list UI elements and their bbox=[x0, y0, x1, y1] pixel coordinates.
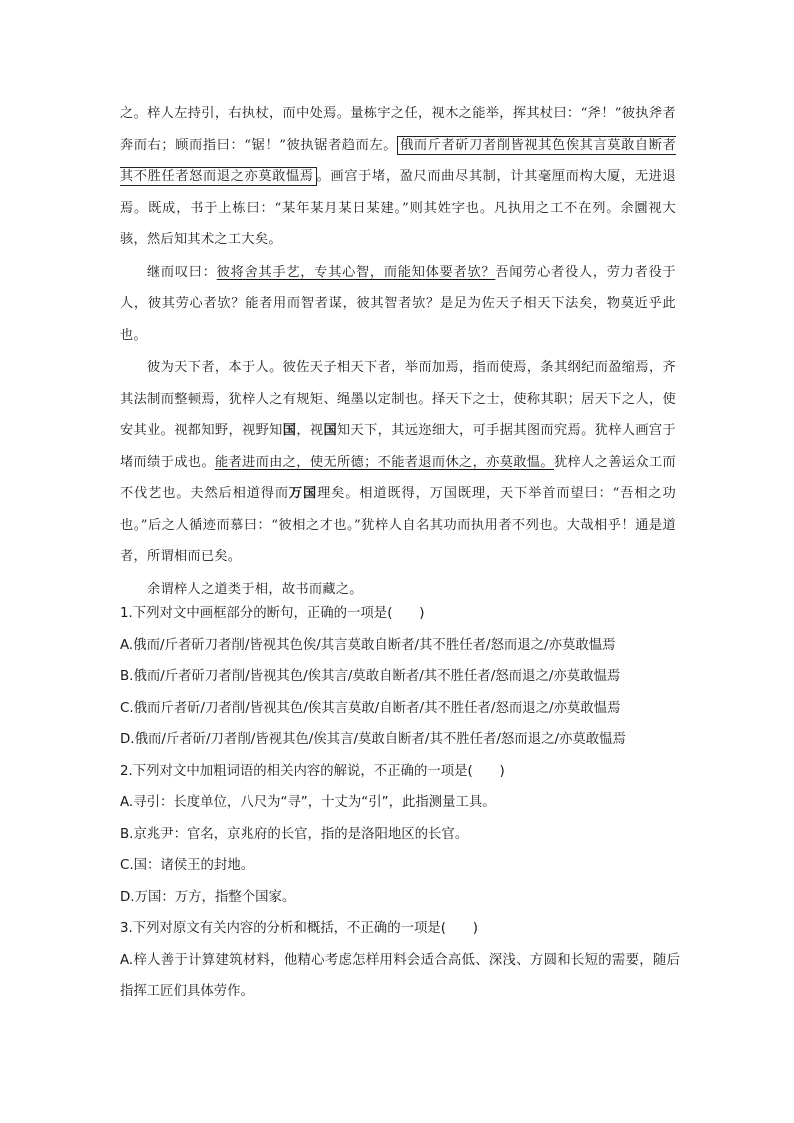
bold-word: 国 bbox=[323, 423, 337, 438]
passage-text: 知天下，其远迩细大，可手据其图而究焉。犹梓人画宫于堵而绩于成也。 bbox=[120, 423, 676, 470]
passage-text: 犹梓人之善运众工而不伐艺也。夫然后相道得而 bbox=[120, 454, 676, 501]
question-3-stem: 3.下列对原文有关内容的分析和概括，不正确的一项是( ) bbox=[120, 921, 478, 936]
passage-paragraph-1 bbox=[120, 98, 676, 256]
passage-paragraph-3 bbox=[120, 352, 676, 573]
passage-paragraph-4: 余谓梓人之道类于相，故书而藏之。 bbox=[147, 581, 363, 597]
question-2-option-d: D.万国：万方，指整个国家。 bbox=[120, 889, 296, 905]
passage-text: ，视 bbox=[296, 423, 324, 438]
passage-text: 。画宫于堵，盈尺而曲尽其制，计其毫厘而构大厦，无进退焉。既成，书于上栋曰：“某年某月某日某建。”则其姓字也。凡执用之工不在列。余圜视大骇，然后知其术之工大矣。 bbox=[120, 169, 676, 247]
question-1-option-c: C.俄而斤者斫/刀者削/皆视其色/俟其言莫敢/自断者/其不胜任者/怒而退之/亦莫敢愠焉 bbox=[120, 700, 621, 716]
bold-word: 国 bbox=[282, 423, 297, 438]
question-2-option-b: B.京兆尹：官名，京兆府的长官，指的是洛阳地区的长官。 bbox=[120, 826, 469, 842]
passage-text: 继而叹曰： bbox=[147, 264, 217, 280]
question-1-option-a: A.俄而/斤者斫刀者削/皆视其色俟/其言莫敢自断者/其不胜任者/怒而退之/亦莫敢愠焉 bbox=[120, 637, 616, 653]
passage-text: 之。梓人左持引，右执杖，而中处焉。量栋宇之任，视木之能举，挥其杖曰：“斧！”彼执斧者奔而右；顾而指曰：“锯！”彼执锯者趋而左。 bbox=[120, 106, 676, 153]
question-1-option-b: B.俄而/斤者斫刀者削/皆视其色/俟其言/莫敢自断者/其不胜任者/怒而退之/亦莫敢愠焉 bbox=[120, 669, 621, 684]
passage-text: 理矣。相道既得，万国既理，天下举首而望曰：“吾相之功也。”后之人循迹而慕曰：“彼相之才也。”犹梓人自名其功而执用者不列也。大哉相乎！通是道者，所谓相而已矣。 bbox=[120, 486, 676, 564]
question-2-option-c: C.国：诸侯王的封地。 bbox=[120, 858, 255, 873]
question-2-option-a: A.寻引：长度单位，八尺为“寻”，十丈为“引”，此指测量工具。 bbox=[120, 795, 496, 810]
classical-passage bbox=[120, 98, 676, 605]
underlined-sentence: 彼将舍其手艺，专其心智，而能知体要者欤？ bbox=[216, 264, 496, 280]
question-1-option-d: D.俄而/斤者斫/刀者削/皆视其色/俟其言/莫敢自断者/其不胜任者/怒而退之/亦莫敢愠焉 bbox=[120, 732, 626, 747]
question-1-stem: 1.下列对文中画框部分的断句，正确的一项是( ) bbox=[120, 606, 425, 621]
question-section bbox=[120, 598, 680, 1008]
passage-text: 吾闻劳心者役人，劳力者役于人，彼其劳心者欤？能者用而智者谋，彼其智者欤？是足为佐天子相天下法矣，物莫近乎此也。 bbox=[120, 264, 677, 343]
question-3-option-a: A.梓人善于计算建筑材料，他精心考虑怎样用料会适合高低、深浅、方圆和长短的需要，随后指挥工匠们具体劳作。 bbox=[120, 952, 680, 999]
underlined-sentence: 能者进而由之，使无所德；不能者退而休之，亦莫敢愠。 bbox=[214, 454, 554, 470]
passage-text: 彼为天下者，本于人。彼佐天子相天下者，举而加焉，指而使焉，条其纲纪而盈缩焉，齐其法制而整顿焉，犹梓人之有规矩、绳墨以定制也。择天下之士，使称其职；居天下之人，使安其业。视都知野，视野知 bbox=[120, 360, 676, 438]
question-2-stem: 2.下列对文中加粗词语的相关内容的解说，不正确的一项是( ) bbox=[120, 763, 505, 779]
passage-paragraph-2 bbox=[120, 257, 676, 352]
boxed-sentence: 俄而斤者斫刀者削皆视其色俟其言莫敢自断者其不胜任者怒而退之亦莫敢愠焉 bbox=[120, 137, 676, 184]
bold-word: 万国 bbox=[288, 486, 318, 501]
